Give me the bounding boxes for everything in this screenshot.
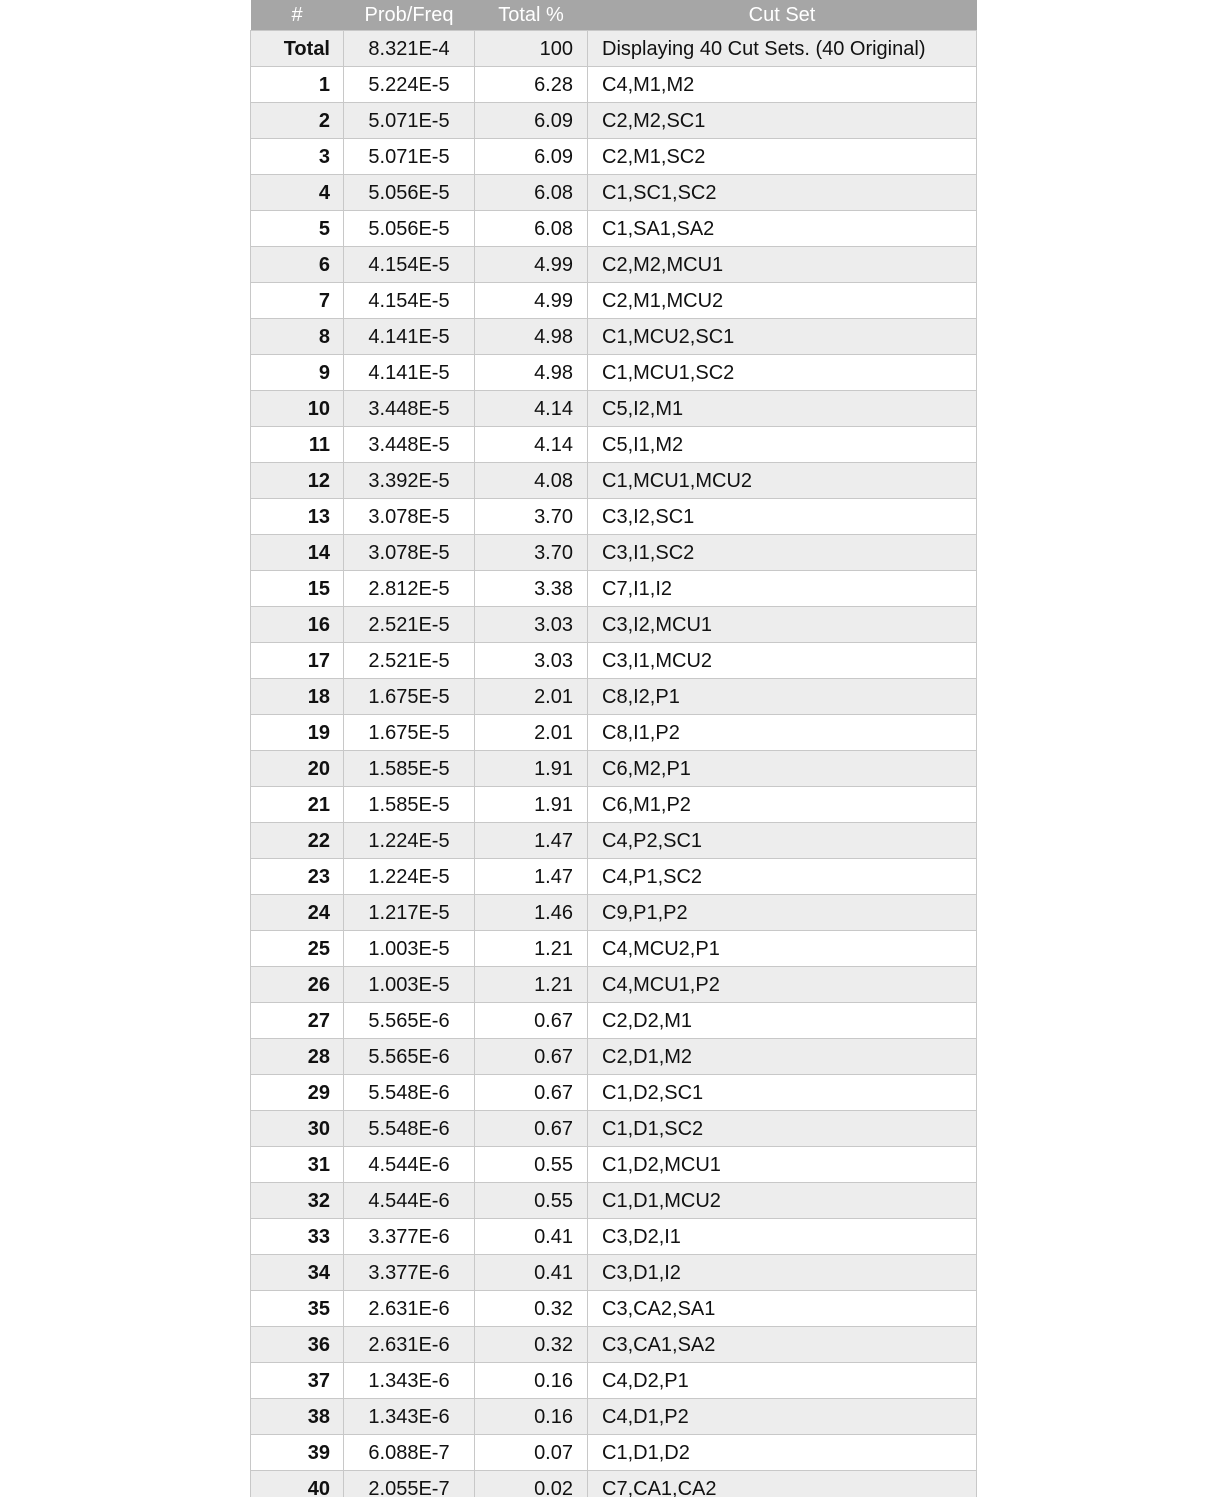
row-prob-freq: 4.544E-6 [344,1147,475,1183]
row-total-percent: 4.14 [475,427,588,463]
row-total-percent: 2.01 [475,715,588,751]
row-number: 10 [251,391,344,427]
table-row[interactable] [251,1003,977,1039]
row-total-percent: 6.09 [475,139,588,175]
row-total-percent: 4.14 [475,391,588,427]
row-prob-freq: 5.056E-5 [344,211,475,247]
row-cut-set: C3,I2,MCU1 [588,607,977,643]
row-cut-set: C8,I2,P1 [588,679,977,715]
table-row[interactable] [251,823,977,859]
row-total-percent: 0.67 [475,1111,588,1147]
table-row[interactable] [251,1147,977,1183]
table-row[interactable] [251,1435,977,1471]
table-row[interactable] [251,211,977,247]
table-row[interactable] [251,391,977,427]
row-number: 7 [251,283,344,319]
table-row[interactable] [251,1255,977,1291]
row-number: 33 [251,1219,344,1255]
row-cut-set: C7,I1,I2 [588,571,977,607]
table-row[interactable] [251,535,977,571]
table-row[interactable] [251,1399,977,1435]
table-row[interactable] [251,1219,977,1255]
table-row[interactable] [251,859,977,895]
row-number: 27 [251,1003,344,1039]
row-total-percent: 1.46 [475,895,588,931]
row-prob-freq: 2.631E-6 [344,1291,475,1327]
row-prob-freq: 1.343E-6 [344,1363,475,1399]
table-row[interactable] [251,1471,977,1497]
row-prob-freq: 4.141E-5 [344,319,475,355]
row-cut-set: C2,M2,MCU1 [588,247,977,283]
row-prob-freq: 1.675E-5 [344,679,475,715]
row-prob-freq: 5.071E-5 [344,139,475,175]
row-cut-set: C1,D1,MCU2 [588,1183,977,1219]
row-total-percent: 0.07 [475,1435,588,1471]
row-cut-set: C1,MCU2,SC1 [588,319,977,355]
header-total-percent[interactable]: Total % [475,0,588,31]
row-prob-freq: 1.224E-5 [344,823,475,859]
table-row[interactable] [251,355,977,391]
row-prob-freq: 3.377E-6 [344,1255,475,1291]
row-cut-set: C3,D2,I1 [588,1219,977,1255]
cut-set-table [250,0,977,1497]
table-row[interactable] [251,571,977,607]
row-cut-set: C1,SA1,SA2 [588,211,977,247]
row-number: 23 [251,859,344,895]
table-row[interactable] [251,931,977,967]
table-row[interactable] [251,103,977,139]
row-total-percent: 3.70 [475,499,588,535]
row-number: 5 [251,211,344,247]
row-cut-set: C5,I1,M2 [588,427,977,463]
row-number: 38 [251,1399,344,1435]
row-prob-freq: 3.448E-5 [344,391,475,427]
row-prob-freq: 1.217E-5 [344,895,475,931]
row-total-percent: 1.21 [475,931,588,967]
row-total-percent: 4.99 [475,283,588,319]
table-row[interactable] [251,1363,977,1399]
table-row[interactable] [251,1183,977,1219]
table-row[interactable] [251,319,977,355]
row-number: 6 [251,247,344,283]
row-number: 32 [251,1183,344,1219]
row-total-percent: 1.47 [475,823,588,859]
row-prob-freq: 6.088E-7 [344,1435,475,1471]
table-row[interactable] [251,1075,977,1111]
row-cut-set: C4,M1,M2 [588,67,977,103]
row-number: 8 [251,319,344,355]
row-prob-freq: 4.544E-6 [344,1183,475,1219]
row-total-percent: 0.41 [475,1219,588,1255]
row-total-percent: 3.38 [475,571,588,607]
row-number: 40 [251,1471,344,1497]
row-cut-set: C4,D2,P1 [588,1363,977,1399]
row-cut-set: C9,P1,P2 [588,895,977,931]
row-prob-freq: 2.521E-5 [344,643,475,679]
row-total-percent: 3.03 [475,607,588,643]
row-cut-set: C1,D1,D2 [588,1435,977,1471]
row-number: 18 [251,679,344,715]
header-row [251,0,977,31]
row-total-percent: 3.70 [475,535,588,571]
row-number: 21 [251,787,344,823]
row-cut-set: C1,MCU1,MCU2 [588,463,977,499]
row-cut-set: C7,CA1,CA2 [588,1471,977,1497]
row-total-percent: 0.67 [475,1075,588,1111]
row-total-percent: 2.01 [475,679,588,715]
table-row[interactable] [251,499,977,535]
table-row[interactable] [251,283,977,319]
row-total-percent: 6.08 [475,211,588,247]
row-cut-set: C3,CA1,SA2 [588,1327,977,1363]
row-prob-freq: 1.675E-5 [344,715,475,751]
table-row[interactable] [251,1111,977,1147]
table-row[interactable] [251,463,977,499]
row-total-percent: 0.32 [475,1327,588,1363]
row-cut-set: C3,D1,I2 [588,1255,977,1291]
row-total-percent: 0.16 [475,1399,588,1435]
row-number: 30 [251,1111,344,1147]
row-number: 29 [251,1075,344,1111]
total-row[interactable] [251,31,977,67]
header-prob-freq[interactable]: Prob/Freq [344,0,475,31]
row-cut-set: C2,M1,SC2 [588,139,977,175]
table-row[interactable] [251,967,977,1003]
row-total-percent: 4.99 [475,247,588,283]
row-number: 3 [251,139,344,175]
row-number: 9 [251,355,344,391]
row-total-percent: 0.41 [475,1255,588,1291]
row-total-percent: 4.98 [475,319,588,355]
row-prob-freq: 5.565E-6 [344,1039,475,1075]
row-cut-set: C4,P2,SC1 [588,823,977,859]
row-cut-set: C4,MCU1,P2 [588,967,977,1003]
total-label: Total [251,31,344,67]
row-number: 36 [251,1327,344,1363]
row-total-percent: 0.16 [475,1363,588,1399]
row-cut-set: C2,M2,SC1 [588,103,977,139]
row-cut-set: C1,SC1,SC2 [588,175,977,211]
row-prob-freq: 3.078E-5 [344,535,475,571]
row-number: 11 [251,427,344,463]
total-prob-freq: 8.321E-4 [344,31,475,67]
row-total-percent: 6.09 [475,103,588,139]
row-number: 35 [251,1291,344,1327]
row-number: 34 [251,1255,344,1291]
row-cut-set: C2,M1,MCU2 [588,283,977,319]
row-cut-set: C6,M2,P1 [588,751,977,787]
row-prob-freq: 4.141E-5 [344,355,475,391]
row-cut-set: C5,I2,M1 [588,391,977,427]
table-row[interactable] [251,643,977,679]
row-prob-freq: 3.377E-6 [344,1219,475,1255]
row-prob-freq: 5.056E-5 [344,175,475,211]
table-row[interactable] [251,751,977,787]
row-prob-freq: 4.154E-5 [344,247,475,283]
row-total-percent: 3.03 [475,643,588,679]
table-row[interactable] [251,175,977,211]
row-prob-freq: 2.521E-5 [344,607,475,643]
row-number: 22 [251,823,344,859]
row-prob-freq: 1.224E-5 [344,859,475,895]
total-summary: Displaying 40 Cut Sets. (40 Original) [588,31,977,67]
row-total-percent: 0.32 [475,1291,588,1327]
row-prob-freq: 5.548E-6 [344,1075,475,1111]
table-row[interactable] [251,427,977,463]
row-number: 26 [251,967,344,1003]
row-number: 1 [251,67,344,103]
row-number: 25 [251,931,344,967]
row-cut-set: C4,P1,SC2 [588,859,977,895]
row-cut-set: C3,I2,SC1 [588,499,977,535]
row-number: 24 [251,895,344,931]
row-number: 16 [251,607,344,643]
row-total-percent: 6.28 [475,67,588,103]
table-row[interactable] [251,67,977,103]
row-total-percent: 6.08 [475,175,588,211]
table-row[interactable] [251,715,977,751]
row-prob-freq: 5.071E-5 [344,103,475,139]
row-total-percent: 0.55 [475,1183,588,1219]
row-number: 28 [251,1039,344,1075]
row-prob-freq: 3.078E-5 [344,499,475,535]
row-prob-freq: 3.392E-5 [344,463,475,499]
table-row[interactable] [251,139,977,175]
row-prob-freq: 1.343E-6 [344,1399,475,1435]
table-row[interactable] [251,787,977,823]
row-number: 37 [251,1363,344,1399]
table-row[interactable] [251,247,977,283]
row-cut-set: C4,D1,P2 [588,1399,977,1435]
row-prob-freq: 5.548E-6 [344,1111,475,1147]
header-number[interactable]: # [251,0,344,31]
row-cut-set: C6,M1,P2 [588,787,977,823]
cut-set-report [250,0,976,1497]
row-total-percent: 4.08 [475,463,588,499]
row-cut-set: C1,MCU1,SC2 [588,355,977,391]
row-number: 31 [251,1147,344,1183]
row-total-percent: 0.55 [475,1147,588,1183]
row-prob-freq: 2.055E-7 [344,1471,475,1497]
row-number: 15 [251,571,344,607]
row-prob-freq: 5.224E-5 [344,67,475,103]
row-cut-set: C8,I1,P2 [588,715,977,751]
row-cut-set: C1,D2,MCU1 [588,1147,977,1183]
row-prob-freq: 1.585E-5 [344,787,475,823]
table-row[interactable] [251,607,977,643]
row-cut-set: C4,MCU2,P1 [588,931,977,967]
row-prob-freq: 4.154E-5 [344,283,475,319]
row-number: 2 [251,103,344,139]
total-percent: 100 [475,31,588,67]
row-cut-set: C2,D1,M2 [588,1039,977,1075]
table-header [251,0,977,31]
row-number: 14 [251,535,344,571]
row-number: 19 [251,715,344,751]
row-prob-freq: 5.565E-6 [344,1003,475,1039]
row-total-percent: 1.91 [475,787,588,823]
row-cut-set: C3,I1,SC2 [588,535,977,571]
table-row[interactable] [251,1039,977,1075]
row-cut-set: C3,CA2,SA1 [588,1291,977,1327]
row-prob-freq: 2.812E-5 [344,571,475,607]
table-row[interactable] [251,679,977,715]
row-cut-set: C1,D1,SC2 [588,1111,977,1147]
row-total-percent: 0.02 [475,1471,588,1497]
table-row[interactable] [251,895,977,931]
row-total-percent: 1.47 [475,859,588,895]
row-cut-set: C3,I1,MCU2 [588,643,977,679]
row-prob-freq: 1.585E-5 [344,751,475,787]
row-number: 4 [251,175,344,211]
row-total-percent: 0.67 [475,1039,588,1075]
row-total-percent: 4.98 [475,355,588,391]
table-row[interactable] [251,1291,977,1327]
table-body [251,31,977,1497]
row-total-percent: 1.21 [475,967,588,1003]
row-prob-freq: 1.003E-5 [344,967,475,1003]
row-number: 12 [251,463,344,499]
table-row[interactable] [251,1327,977,1363]
row-number: 17 [251,643,344,679]
header-cut-set[interactable]: Cut Set [588,0,977,31]
row-number: 39 [251,1435,344,1471]
row-total-percent: 0.67 [475,1003,588,1039]
row-cut-set: C1,D2,SC1 [588,1075,977,1111]
row-number: 20 [251,751,344,787]
row-prob-freq: 2.631E-6 [344,1327,475,1363]
row-prob-freq: 3.448E-5 [344,427,475,463]
row-total-percent: 1.91 [475,751,588,787]
row-prob-freq: 1.003E-5 [344,931,475,967]
row-number: 13 [251,499,344,535]
row-cut-set: C2,D2,M1 [588,1003,977,1039]
